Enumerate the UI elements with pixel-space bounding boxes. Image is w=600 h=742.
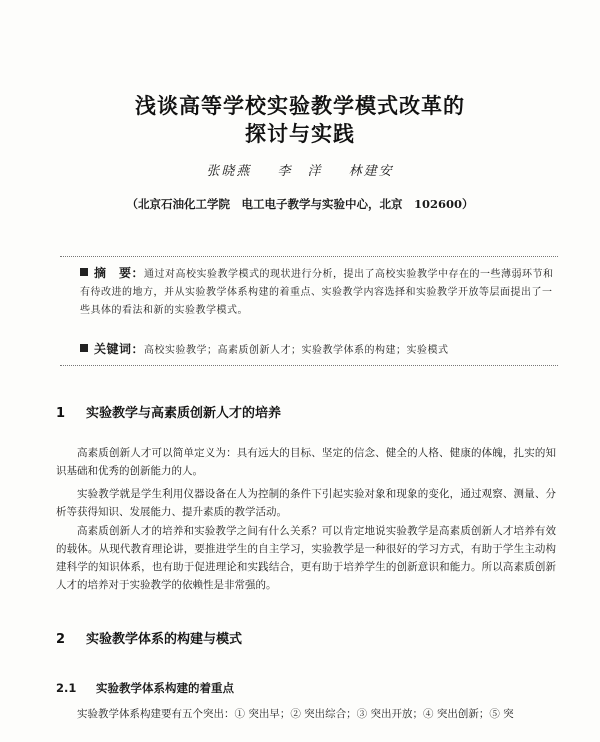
- paper-title-line-1: 浅谈高等学校实验教学模式改革的: [135, 94, 465, 118]
- subsection-2-1-paragraph: 实验教学体系构建要有五个突出：① 突出早；② 突出综合；③ 突出开放；④ 突出创新；⑤ 突: [77, 708, 514, 720]
- section-1-heading: [56, 402, 281, 421]
- abstract-label: 摘 要：: [94, 266, 145, 280]
- section-1-paragraph-2: 实验教学就是学生利用仪器设备在人为控制的条件下引起实验对象和现象的变化，通过观察、测量、分析等获得知识、发展能力、提升素质的教学活动。: [56, 488, 556, 518]
- abstract-block: [80, 264, 558, 320]
- paper-title-line-2: 探讨与实践: [245, 122, 355, 146]
- keywords-block: [80, 340, 558, 360]
- author-name: 林建安: [348, 164, 394, 179]
- abstract-bottom-divider: [60, 365, 558, 366]
- section-2-heading: [56, 628, 242, 647]
- author-name: 张晓燕: [206, 164, 252, 179]
- bullet-icon: [80, 268, 88, 276]
- section-1-paragraph-3: 高素质创新人才的培养和实验教学之间有什么关系？可以肯定地说实验教学是高素质创新人才培养有效的载体。从现代教育理论讲，要推进学生的自主学习，实验教学是一种很好的学习方式，有助于学生主动构建科学的知识体系，也有助于促进理论和实践结合，更有助于培养学生的创新意识和能力。所以高素质创新人才的培养对于实验教学的依赖性是非常强的。: [56, 525, 556, 591]
- author-list: [0, 160, 600, 179]
- abstract-top-divider: [60, 256, 558, 257]
- keywords-text: 高校实验教学；高素质创新人才；实验教学体系的构建；实验模式: [144, 345, 449, 356]
- section-number: 2: [56, 632, 66, 647]
- subsection-2-1-heading: [56, 680, 234, 696]
- section-number: 1: [56, 406, 66, 421]
- section-1-paragraph-1: 高素质创新人才可以简单定义为：具有远大的目标、坚定的信念、健全的人格、健康的体魄，扎实的知识基础和优秀的创新能力的人。: [56, 447, 556, 477]
- bullet-icon: [80, 344, 88, 352]
- affiliation: （北京石油化工学院 电工电子教学与实验中心，北京 102600）: [126, 197, 474, 211]
- keywords-label: 关键词：: [94, 342, 145, 356]
- subsection-number: 2.1: [56, 681, 77, 695]
- abstract-text: 通过对高校实验教学模式的现状进行分析，提出了高校实验教学中存在的一些薄弱环节和有待改进的地方，并从实验教学体系构建的着重点、实验教学内容选择和实验教学开放等层面提出了一些具体的看法和新的实验教学模式。: [80, 269, 554, 316]
- section-title: 实验教学体系的构建与模式: [86, 632, 243, 647]
- subsection-title: 实验教学体系构建的着重点: [96, 681, 234, 695]
- section-title: 实验教学与高素质创新人才的培养: [86, 406, 282, 421]
- author-name: 李 洋: [277, 164, 323, 179]
